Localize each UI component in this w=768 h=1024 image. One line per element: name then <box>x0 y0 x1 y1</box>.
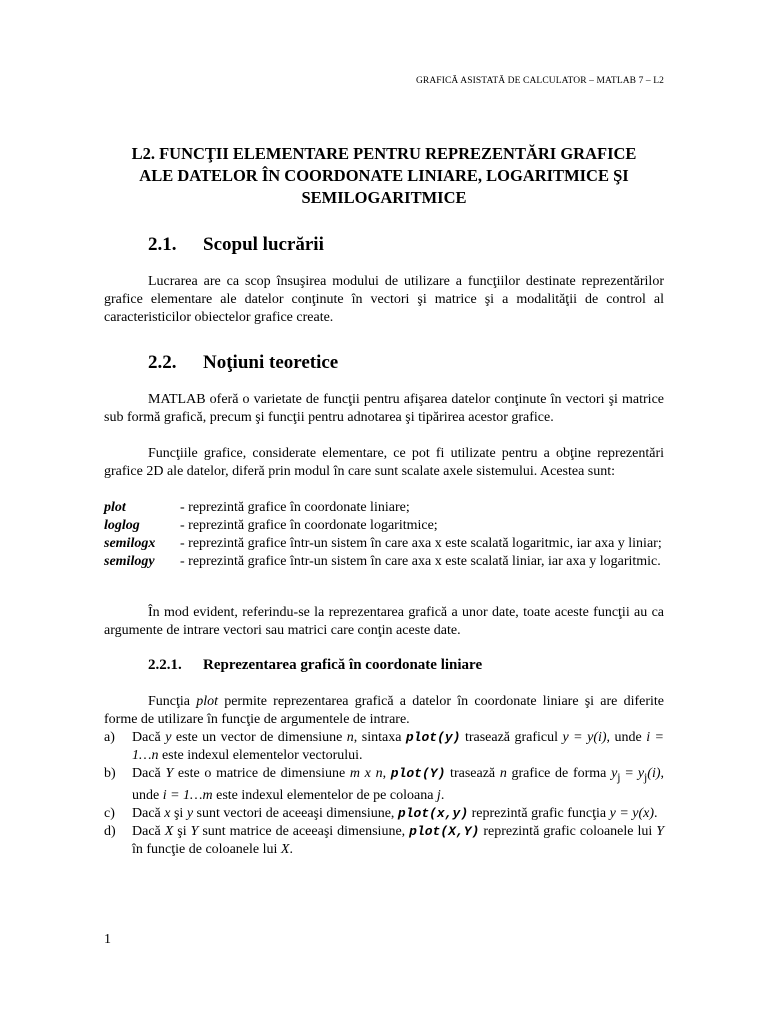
variable: y = y(x) <box>609 805 655 821</box>
text: este o matrice de dimensiune <box>173 766 350 781</box>
function-name: plot <box>104 500 126 515</box>
text: sunt vectori de aceeaşi dimensiune, <box>193 805 398 821</box>
subsection-intro-paragraph <box>104 693 664 729</box>
function-description: - reprezintă grafice în coordonate liniare; <box>180 500 410 515</box>
text: reprezintă grafic funcţia <box>468 805 610 821</box>
text: . <box>440 787 445 803</box>
code-snippet: plot(X,Y) <box>409 823 480 839</box>
item-text <box>132 805 664 823</box>
code-snippet: plot(y) <box>405 730 461 745</box>
function-description: - reprezintă grafice în coordonate logaritmice; <box>180 518 438 533</box>
running-header: GRAFICĂ ASISTATĂ DE CALCULATOR – MATLAB 7 – L2 <box>415 76 664 86</box>
function-row <box>104 535 664 553</box>
text: este indexul elementelor vectorului. <box>158 748 363 763</box>
list-item-a <box>104 729 664 765</box>
list-item-b <box>104 765 664 805</box>
list-item-d <box>104 823 664 859</box>
text: . <box>289 841 293 857</box>
function-description: - reprezintă grafice într-un sistem în care axa x este scalată logaritmic, iar axa y liniar; <box>180 536 662 551</box>
paragraph: În mod evident, referindu-se la reprezentarea grafică a unor date, toate aceste funcţii au ca argumente de intrare vectori sau matrici care conţin aceste date. <box>104 605 664 638</box>
section-2-2-paragraph-1 <box>104 391 664 427</box>
section-number: 2.2. <box>148 352 177 373</box>
variable: y <box>165 730 172 745</box>
item-label: d) <box>104 823 116 839</box>
variable: y <box>611 766 618 781</box>
text: este indexul elementelor de pe coloana <box>212 787 437 803</box>
variable: X <box>164 823 174 839</box>
paragraph: Funcţiile grafice, considerate elementare, ce pot fi utilizate pentru a obţine reprezentări grafice 2D ale datelor, diferă prin modul în care sunt scalate axele sistemului. Acestea sunt: <box>104 446 664 479</box>
text: . <box>654 805 658 821</box>
subscript: j <box>644 770 648 784</box>
title-line-2: ALE DATELOR ÎN COORDONATE LINIARE, LOGARITMICE ŞI <box>139 166 629 185</box>
paragraph: Lucrarea are ca scop însuşirea modului de utilizare a funcţiilor destinate reprezentărilor grafice elementare ale datelor conţinute în vectori şi matrice şi a modalităţii de control al caracteristicilor obiectelor grafice create. <box>104 274 664 325</box>
function-row <box>104 517 664 535</box>
item-text <box>132 765 664 805</box>
text: trasează <box>445 766 500 781</box>
variable: X <box>280 841 290 857</box>
variable: Y <box>165 766 174 781</box>
variable: Y <box>656 823 664 839</box>
item-label: a) <box>104 730 115 745</box>
section-heading-2-1 <box>148 234 324 256</box>
text: , unde <box>132 766 665 803</box>
list-item-c <box>104 805 664 823</box>
text: este un vector de dimensiune <box>171 730 347 745</box>
function-name: loglog <box>104 518 140 533</box>
variable: Y <box>190 823 199 839</box>
subsection-number: 2.2.1. <box>148 657 182 673</box>
text: sunt matrice de aceeaşi dimensiune, <box>198 823 410 839</box>
text: , sintaxa <box>353 730 406 745</box>
function-row <box>104 553 664 571</box>
text: Dacă <box>132 766 166 781</box>
variable: y <box>637 766 645 781</box>
section-heading-2-2 <box>148 352 338 374</box>
text: , <box>382 766 391 781</box>
text: Dacă <box>132 805 165 821</box>
section-title: Scopul lucrării <box>203 234 324 255</box>
section-2-2-paragraph-2 <box>104 445 664 481</box>
syntax-list <box>104 729 664 859</box>
title-line-1: L2. FUNCŢII ELEMENTARE PENTRU REPREZENTĂRI GRAFICE <box>131 144 637 163</box>
function-row <box>104 499 664 517</box>
item-label: c) <box>104 805 115 821</box>
variable: y <box>186 805 194 821</box>
subscript: j <box>617 770 621 784</box>
title-line-3: SEMILOGARITMICE <box>301 188 467 207</box>
item-label: b) <box>104 766 116 781</box>
variable: x <box>164 805 171 821</box>
function-ref: plot <box>196 694 218 709</box>
text: Funcţia <box>148 694 197 709</box>
section-title: Noţiuni teoretice <box>203 352 339 373</box>
variable: j <box>436 787 441 803</box>
section-2-1-paragraph <box>104 273 664 327</box>
variable: i = 1…n <box>132 730 664 763</box>
variable: y = y(i) <box>562 730 607 745</box>
variable: n <box>499 766 507 781</box>
text: Dacă <box>132 823 165 839</box>
subsection-heading-2-2-1 <box>148 657 482 674</box>
function-list <box>104 499 664 571</box>
variable: n <box>346 730 354 745</box>
item-text <box>132 823 664 859</box>
variable: m x n <box>349 766 383 781</box>
text: trasează graficul <box>460 730 563 745</box>
document-title <box>104 143 664 209</box>
item-text <box>132 729 664 765</box>
text: reprezintă grafic coloanele lui <box>479 823 657 839</box>
text: Dacă <box>132 730 166 745</box>
text: şi <box>170 805 187 821</box>
function-name: semilogy <box>104 554 155 569</box>
text: şi <box>173 823 191 839</box>
variable: i = 1…m <box>162 787 213 803</box>
section-2-2-paragraph-3 <box>104 604 664 640</box>
page-number: 1 <box>104 932 111 947</box>
function-description: - reprezintă grafice într-un sistem în care axa x este scalată liniar, iar axa y logaritmic. <box>180 554 661 569</box>
subsection-title: Reprezentarea grafică în coordonate liniare <box>203 657 483 673</box>
text: în funcţie de coloanele lui <box>132 841 281 857</box>
variable: (i) <box>647 766 661 781</box>
text: permite reprezentarea grafică a datelor în coordonate liniare şi are diferite forme de utilizare în funcţie de argumentele de intrare. <box>104 694 664 727</box>
text: grafice de forma <box>506 766 612 781</box>
text: , unde <box>606 730 647 745</box>
code-snippet: plot(Y) <box>390 766 446 781</box>
paragraph <box>104 693 664 729</box>
function-name: semilogx <box>104 536 156 551</box>
paragraph: MATLAB oferă o varietate de funcţii pentru afişarea datelor conţinute în vectori şi matrice sub formă grafică, precum şi funcţii pentru adnotarea şi tipărirea acestor grafice. <box>104 392 664 425</box>
code-snippet: plot(x,y) <box>397 805 469 821</box>
text: = <box>620 766 638 781</box>
section-number: 2.1. <box>148 234 177 255</box>
